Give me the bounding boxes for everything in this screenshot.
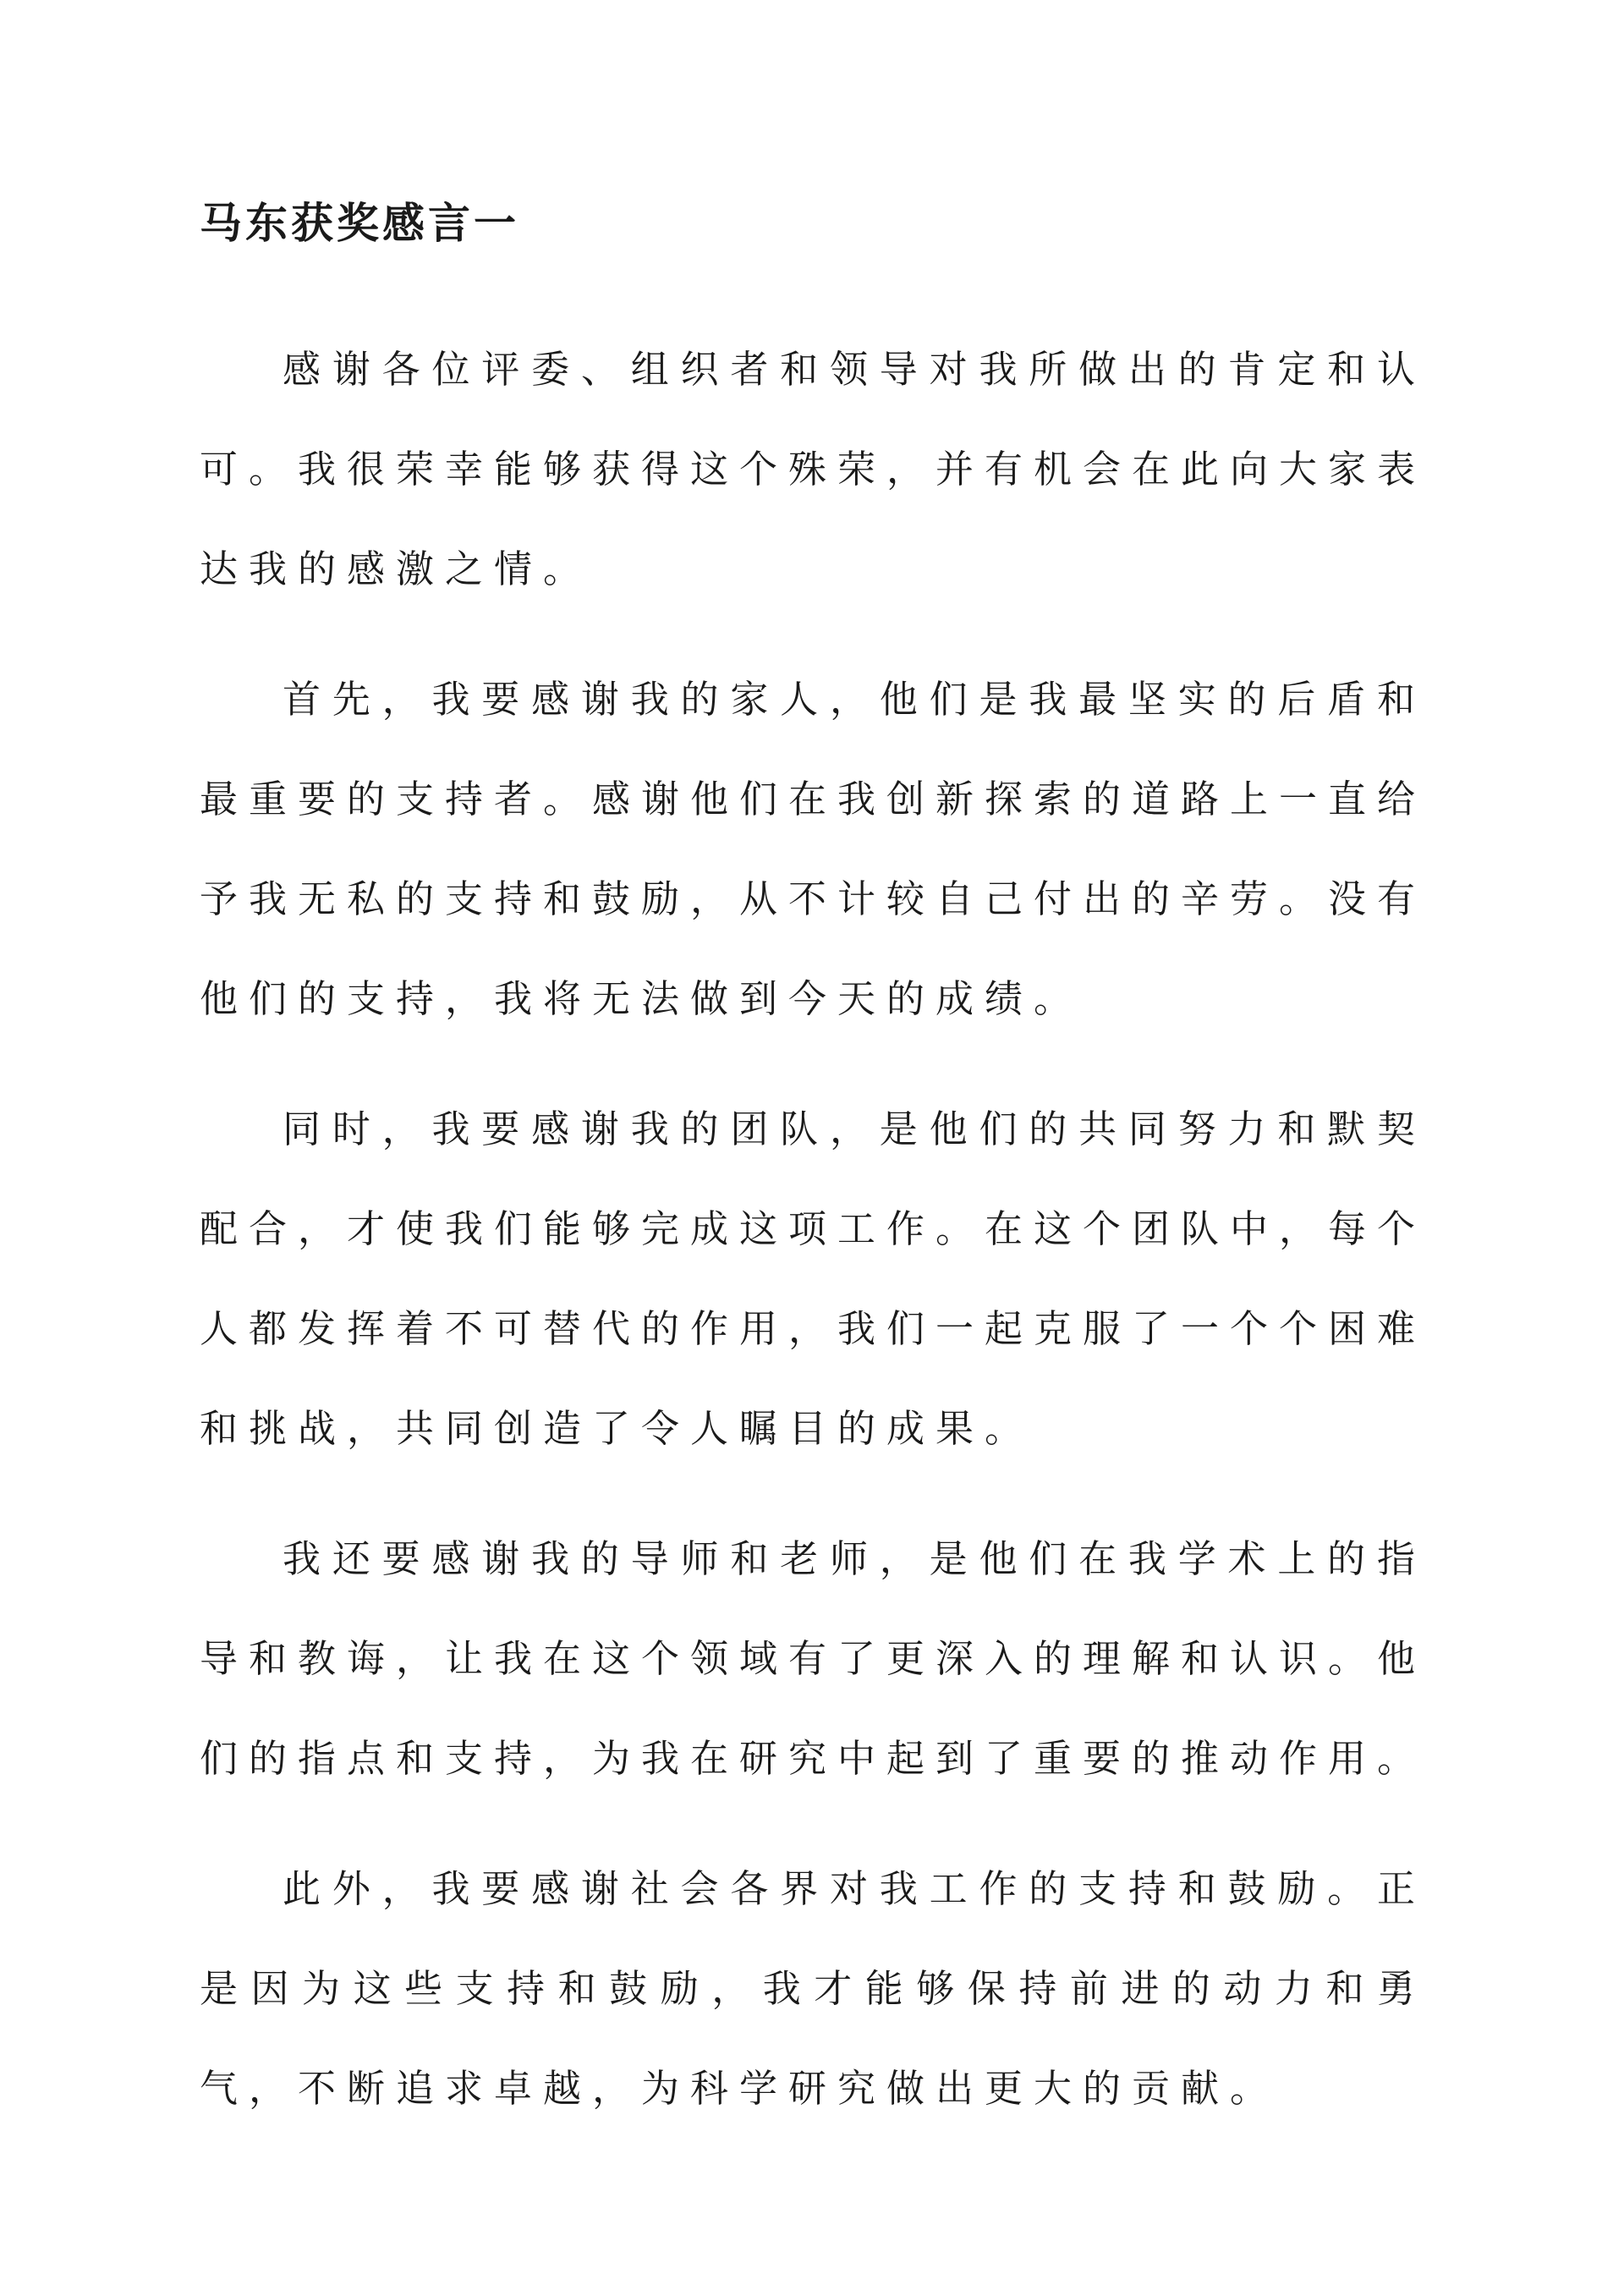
document-title: 马东获奖感言一 — [200, 198, 519, 248]
document-body — [200, 320, 1426, 2169]
paragraph-4: 我还要感谢我的导师和老师，是他们在我学术上的指导和教诲，让我在这个领域有了更深入的理解和认识。他们的指点和支持，为我在研究中起到了重要的推动作用。 — [200, 1536, 1427, 1781]
paragraph-5: 此外，我要感谢社会各界对我工作的支持和鼓励。正是因为这些支持和鼓励，我才能够保持前进的动力和勇气，不断追求卓越，为科学研究做出更大的贡献。 — [200, 1866, 1426, 2111]
paragraph-2: 首先，我要感谢我的家人，他们是我最坚实的后盾和最重要的支持者。感谢他们在我创新探索的道路上一直给予我无私的支持和鼓励，从不计较自己付出的辛劳。没有他们的支持，我将无法做到今天的成绩。 — [200, 677, 1427, 1021]
paragraph-1: 感谢各位评委、组织者和领导对我所做出的肯定和认可。我很荣幸能够获得这个殊荣，并有机会在此向大家表达我的感激之情。 — [200, 347, 1427, 591]
paragraph-3: 同时，我要感谢我的团队，是他们的共同努力和默契配合，才使我们能够完成这项工作。在这个团队中，每个人都发挥着不可替代的作用，我们一起克服了一个个困难和挑战，共同创造了令人瞩目的成果。 — [200, 1107, 1427, 1451]
